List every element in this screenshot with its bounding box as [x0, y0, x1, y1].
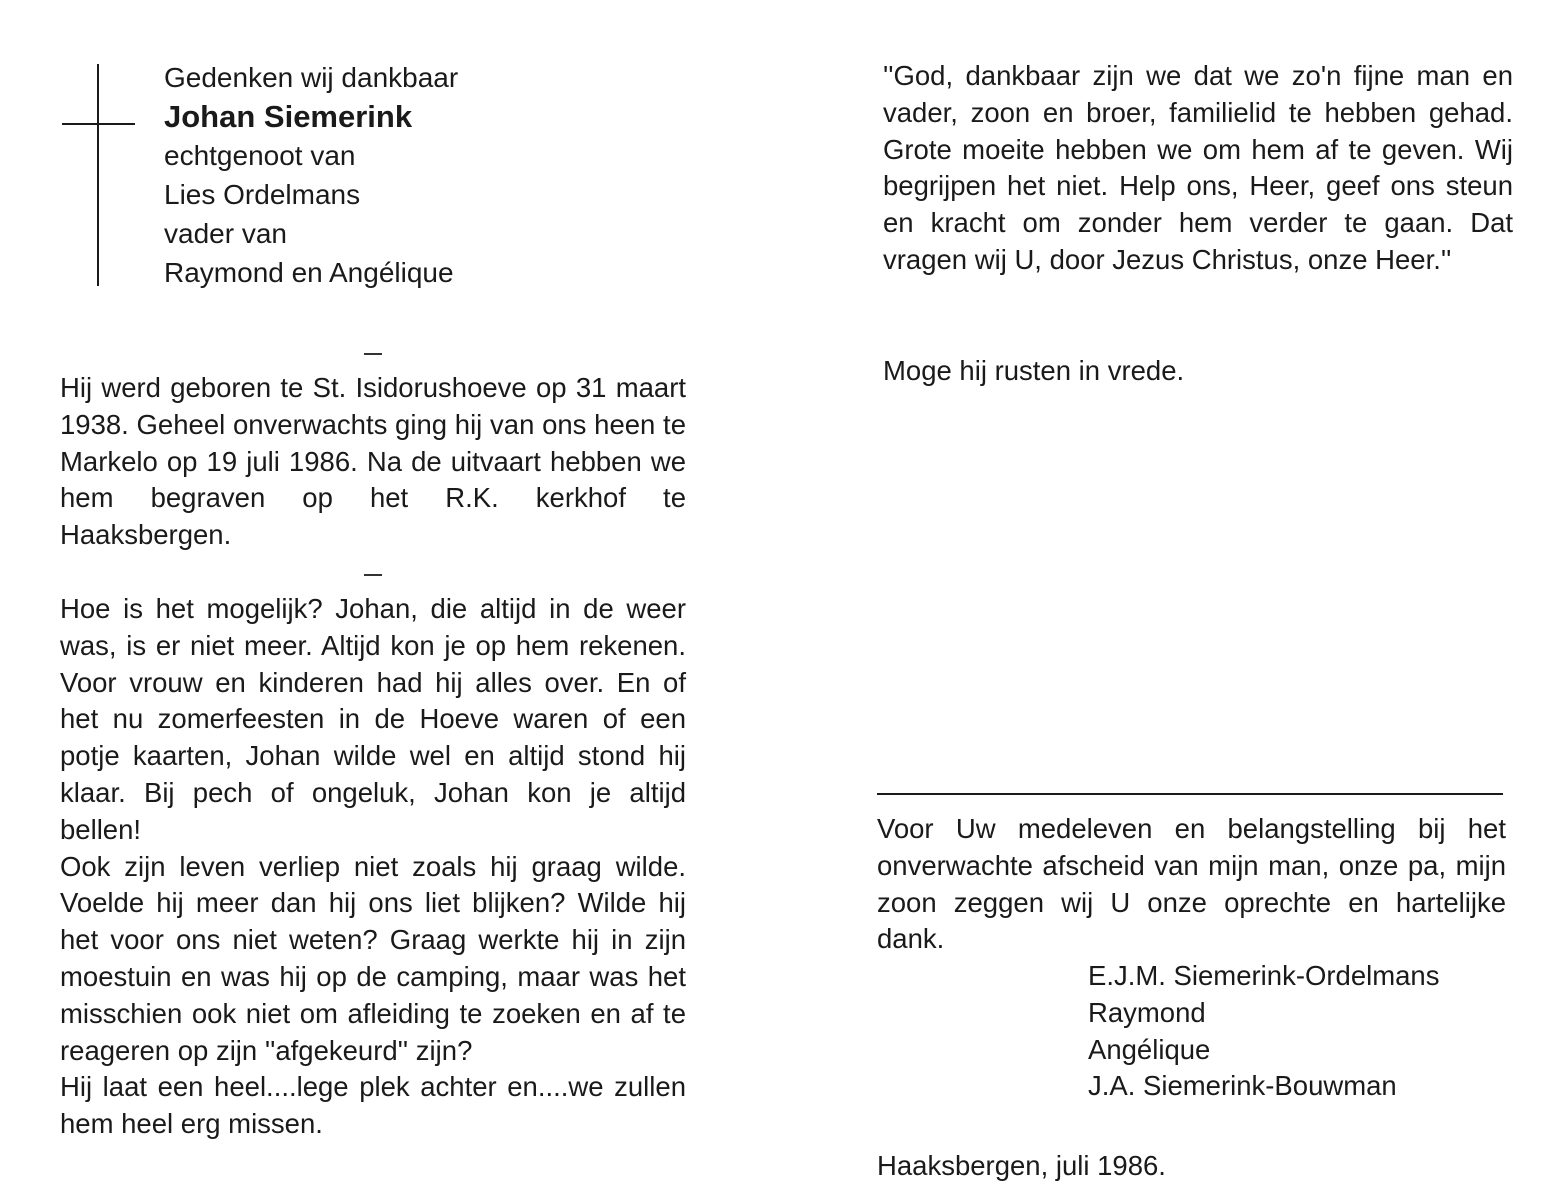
prayer-paragraph	[883, 58, 1513, 279]
divider-line	[877, 793, 1503, 795]
spouse-label: echtgenoot van	[164, 140, 356, 171]
rest-in-peace	[883, 353, 1513, 390]
signatory: Raymond	[1088, 996, 1206, 1028]
prayer-text: ''God, dankbaar zijn we dat we zo'n fijne man en vader, zoon en broer, familielid te hebben gehad. Grote moeite hebben we om hem af te geven. Wij begrijpen het niet. Help ons, Heer, geef ons steun en kracht om zonder hem verder te gaan. Dat vragen wij U, door Jezus Christus, onze Heer.''	[883, 60, 1513, 275]
signatory: Angélique	[1088, 1033, 1211, 1065]
cross-icon-bar	[62, 123, 135, 125]
memory-paragraph: Ook zijn leven verliep niet zoals hij graag wilde. Voelde hij meer dan hij ons liet blijken? Wilde hij het voor ons niet weten? Graag werkte hij in zijn moestuin en was hij op de camping, maar was het misschien ook niet om afleiding te zoeken en af te reageren op zijn ''afgekeurd'' zijn?	[60, 850, 686, 1066]
birth-text: Hij werd geboren te St. Isidorushoeve op 31 maart 1938. Geheel onverwachts ging hij van ons heen te Markelo op 19 juli 1986. Na de uitvaart hebben we hem begraven op het R.K. kerkhof te Haaksbergen.	[60, 372, 686, 551]
place-date: Haaksbergen, juli 1986.	[877, 1150, 1166, 1181]
thanks-paragraph	[877, 811, 1506, 958]
deceased-name: Johan Siemerink	[164, 99, 413, 134]
memorial-header	[164, 58, 584, 292]
memory-paragraph: Hoe is het mogelijk? Johan, die altijd in de weer was, is er niet meer. Altijd kon je op hem rekenen. Voor vrouw en kinderen had hij alles over. En of het nu zomerfeesten in de Hoeve waren of een potje kaarten, Johan wilde wel en altijd stond hij klaar. Bij pech of ongeluk, Johan kon je altijd bellen!	[60, 593, 686, 845]
intro-line: Gedenken wij dankbaar	[164, 62, 459, 93]
separator-dash	[364, 574, 382, 576]
rest-in-peace-text: Moge hij rusten in vrede.	[883, 355, 1185, 386]
signatory: J.A. Siemerink-Bouwman	[1088, 1070, 1397, 1102]
memory-section	[60, 591, 686, 1143]
memory-paragraph: Hij laat een heel....lege plek achter en....we zullen hem heel erg missen.	[60, 1071, 686, 1140]
father-label: vader van	[164, 218, 287, 249]
cross-icon	[97, 64, 99, 286]
signatories-list	[1088, 958, 1439, 1105]
birth-paragraph	[60, 370, 686, 554]
signatory: E.J.M. Siemerink-Ordelmans	[1088, 960, 1440, 991]
thanks-text: Voor Uw medeleven en belangstelling bij het onverwachte afscheid van mijn man, onze pa, mijn zoon zeggen wij U onze oprechte en hartelijke dank.	[877, 813, 1506, 955]
children-names: Raymond en Angélique	[164, 257, 454, 288]
spouse-name: Lies Ordelmans	[164, 179, 361, 210]
separator-dash	[364, 353, 382, 355]
